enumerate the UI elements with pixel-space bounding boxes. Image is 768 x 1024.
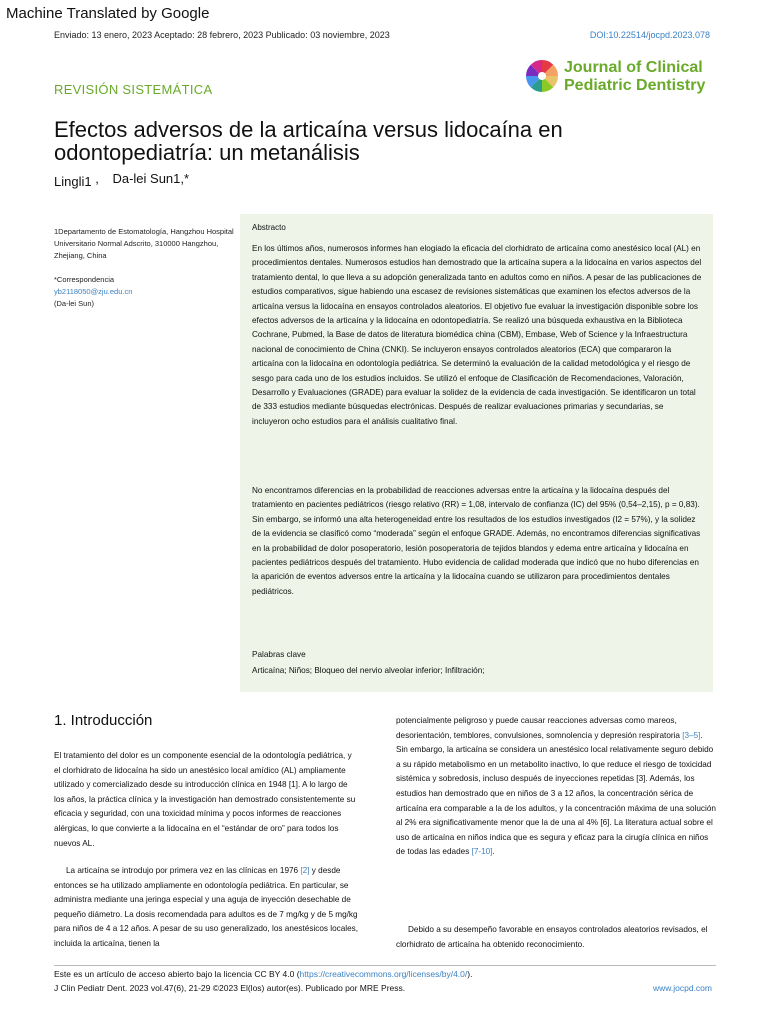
journal-logo [524,58,724,98]
correspondence [54,274,234,310]
translation-banner-text: Machine Translated by Google [6,5,210,22]
journal-website-link[interactable]: www.jocpd.com [652,983,712,993]
author-1: Lingli1 [54,174,92,189]
citation-link-7-10[interactable]: [7-10] [471,847,493,857]
keywords-heading: Palabras clave [252,650,306,659]
keywords-list: Articaína; Niños; Bloqueo del nervio alveolar inferior; Infiltración; [252,666,485,675]
translation-banner [0,0,768,28]
article-title: Efectos adversos de la articaína versus lidocaína en odontopediatría: un metanálisis [54,117,563,165]
abstract-heading: Abstracto [252,223,286,232]
intro-paragraph-3-text-c: . [492,847,495,857]
license-link[interactable]: https://creativecommons.org/licenses/by/4.0/ [299,969,468,979]
footer-license [54,969,472,979]
author-list [54,171,190,189]
doi-link[interactable]: DOI:10.22514/jocpd.2023.078 [589,30,710,40]
license-text-b: ). [467,969,473,979]
correspondence-name: (Da-lei Sun) [54,299,95,308]
journal-name [564,59,705,95]
intro-paragraph-3 [396,714,716,860]
intro-paragraph-4: Debido a su desempeño favorable en ensayos controlados aleatorios revisados, el clorhidrato de articaína ha obtenido reconocimiento. [396,925,708,949]
abstract-paragraph-2: No encontramos diferencias en la probabilidad de reacciones adversas entre la articaína y la lidocaína después del tratamiento en pacientes pediátricos (riesgo relativo (RR) = 1,08, intervalo de confianza (IC) del 95% (0,54–2,15), p = 0,83). Sin embargo, se informó una alta heterogeneidad entre los resultados de los estudios investigados (I2 = 57%), y la solidez de la evidencia se clasificó como “moderada” según el enfoque GRADE. Además, no encontramos diferencias significativas en la probabilidad de dolor posoperatorio, lesión posoperatoria de tejidos blandos y edema entre articaína y lidocaína en pacientes pediátricos después del tratamiento. Hubo evidencia de calidad moderada que indicó que no hubo diferencias en la aparición de eventos adversos entre la articaína y la lidocaína cuando se utilizaron para procedimientos dentales pediátricos. [252,486,701,596]
intro-paragraph-2-text-b: y desde entonces se ha utilizado ampliamente en odontología pediátrica. En particular, se administra mediante una jeringa especial y una aguja de inyección desechable de pequeño diámetro. La dosis recomendada para adultos es de 7 mg/kg y de 5 mg/kg para niños de 4 a 12 años. A pesar de su uso generalizado, los anestésicos locales, incluida la articaína, tienen la [54,866,359,948]
intro-paragraph-3-text-a: potencialmente peligroso y puede causar reacciones adversas como mareos, desorientación, temblores, convulsiones, somnolencia y depresión respiratoria [396,716,683,740]
license-text-a: Este es un artículo de acceso abierto bajo la licencia CC BY 4.0 ( [54,969,300,979]
author-2: Da-lei Sun1,* [112,171,190,186]
intro-paragraph-2 [54,864,360,952]
journal-name-line1: Journal of Clinical [564,59,703,76]
pinwheel-emblem-icon [524,58,560,94]
section-tag: REVISIÓN SISTEMÁTICA [54,82,213,97]
intro-paragraph-3-text-b: . Sin embargo, la articaína se considera un anestésico local relativamente seguro debido a su rápido metabolismo en un metabolito inactivo, lo que reduce el riesgo de toxicidad sistémica y sobredosis, incluso después de inyecciones repetidas [3]. Además, los estudios han demostrado que en niños de 3 a 12 años, la concentración sérica de articaína era comparable a la de los adultos, y la concentración máxima de una solución al 2% era significativamente menor que la de una al 4% [6]. La literatura actual sobre el uso de articaína en niños indica que es segura y eficaz para la cirugía clínica en niños de todas las edades [396,730,716,857]
affiliation: 1Departamento de Estomatología, Hangzhou Hospital Universitario Normal Adscrito, 310000 Hangzhou, Zhejiang, China [54,227,234,260]
correspondence-label: *Correspondencia [54,275,115,284]
intro-paragraph-1: El tratamiento del dolor es un componente esencial de la odontología pediátrica, y el clorhidrato de lidocaína ha sido un anestésico local amídico (AL) ampliamente utilizado y comercializado desde su introducción clínica en 1948 [1]. A lo largo de los años, la práctica clínica y la investigación han demostrado consistentemente su eficacia y seguridad, con una toxicidad mínima y pocos informes de reacciones alérgicas, lo que convierte a la lidocaína en el “estándar de oro” para todos los nuevos AL. [54,751,356,848]
correspondence-email-link[interactable]: yb2118050@zju.edu.cn [54,287,133,296]
abstract-paragraph-1: En los últimos años, numerosos informes han elogiado la eficacia del clorhidrato de articaína como anestésico local (AL) en procedimientos dentales. Numerosos estudios han demostrado que la articaína supera a la lidocaína en varios aspectos del tratamiento dental, lo que lleva a su adopción generalizada tanto en adultos como en niños. A pesar de las publicaciones de estudios comparativos, sigue habiendo una escasez de revisiones sistemáticas que examinen los efectos adversos de la articaína versus la lidocaína en ensayos controlados aleatorios. El objetivo fue evaluar la investigación disponible sobre los efectos adversos de la articaína y la lidocaína en odontopediatría. Se realizó una búsqueda exhaustiva en la Biblioteca Cochrane, Pubmed, la Base de datos de literatura biomédica china (CBM), Embase, Web of Science y la Infraestructura nacional de conocimiento de China (CNKI). Se incluyeron ensayos controlados aleatorios (ECA) que compararon la articaína con la lidocaína en odontología pediátrica. Se determinó la evaluación de la calidad metodológica y el riesgo de sesgo para cada uno de los estudios incluidos. Se utilizó el enfoque de Clasificación de Recomendaciones, Valoración, Desarrollo y Evaluaciones (GRADE) para evaluar la solidez de la evidencia de cada investigación. Se identificaron un total de 333 estudios mediante búsquedas electrónicas. Después de realizar evaluaciones primarias y secundarias, se incluyeron ocho estudios para el análisis cualitativo final. [252,244,702,426]
author-separator: , [95,171,99,186]
intro-heading: 1. Introducción [54,712,153,729]
article-dates-line [54,30,710,40]
article-dates: Enviado: 13 enero, 2023 Aceptado: 28 febrero, 2023 Publicado: 03 noviembre, 2023 [54,30,390,40]
footer-citation: J Clin Pediatr Dent. 2023 vol.47(6), 21-29 ©2023 El(los) autor(es). Publicado por MRE Press. [54,983,406,993]
journal-name-line2: Pediatric Dentistry [564,77,706,94]
abstract-panel [240,214,713,692]
citation-link-3-5[interactable]: [3–5] [682,730,701,740]
footer-divider [54,965,716,966]
intro-paragraph-2-text-a: La articaína se introdujo por primera vez en las clínicas en 1976 [66,866,301,875]
citation-link-2[interactable]: [2] [300,866,310,875]
